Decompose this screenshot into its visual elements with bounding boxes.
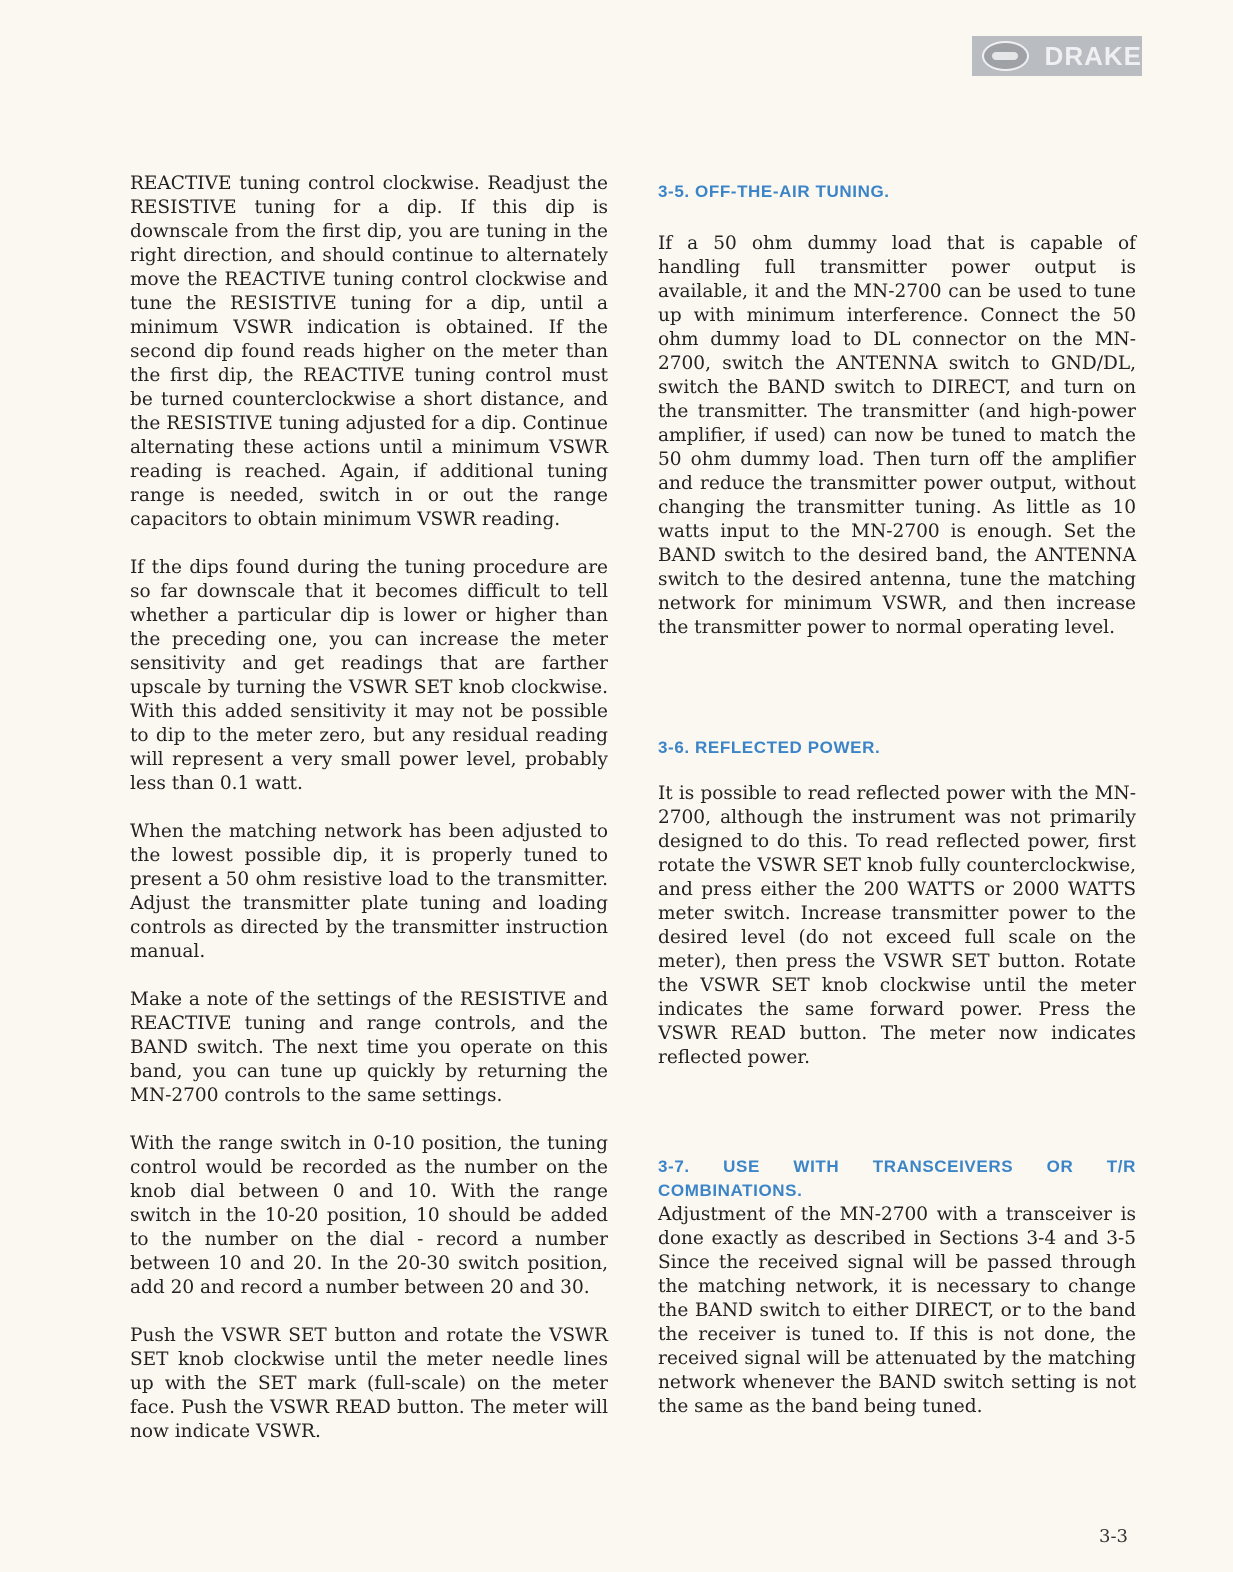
- logo-emblem-icon: [982, 41, 1029, 71]
- section-heading: 3-7. USE WITH TRANSCEIVERS OR T/R COMBINATIONS.: [658, 1157, 1136, 1200]
- section-off-the-air-tuning: [658, 180, 1136, 638]
- paragraph-range-switch: With the range switch in 0-10 position, the tuning control would be recorded as the number on the knob dial between 0 and 10. With the range switch in the 10-20 position, 10 should be added to the number on the dial - record a number between 10 and 20. In the 20-30 switch position, add 20 and record a number between 20 and 30.: [130, 1133, 608, 1298]
- logo-brand-text: DRAKE: [1044, 40, 1142, 71]
- section-body: It is possible to read reflected power with the MN-2700, although the instrument was not primarily designed to do this. To read reflected power, first rotate the VSWR SET knob fully counterclockwise, and press either the 200 WATTS or 2000 WATTS meter switch. Increase transmitter power to the desired level (do not exceed full scale on the meter), then press the VSWR SET button. Rotate the VSWR SET knob clockwise until the meter indicates the same forward power. Press the VSWR READ button. The meter now indicates reflected power.: [658, 783, 1136, 1068]
- paragraph-note-settings: Make a note of the settings of the RESISTIVE and REACTIVE tuning and range controls, and the BAND switch. The next time you operate on this band, you can tune up quickly by returning the MN-2700 controls to the same settings.: [130, 989, 608, 1106]
- paragraph-lowest-dip: When the matching network has been adjusted to the lowest possible dip, it is properly tuned to present a 50 ohm resistive load to the transmitter. Adjust the transmitter plate tuning and loading controls as directed by the transmitter instruction manual.: [130, 821, 608, 962]
- section-body: If a 50 ohm dummy load that is capable of handling full transmitter power output is available, it and the MN-2700 can be used to tune up with minimum interference. Connect the 50 ohm dummy load to DL connector on the MN-2700, switch the ANTENNA switch to GND/DL, switch the BAND switch to DIRECT, and turn on the transmitter. The transmitter (and high-power amplifier, if used) can now be tuned to match the 50 ohm dummy load. Then turn off the amplifier and reduce the transmitter power output, without changing the transmitter tuning. As little as 10 watts input to the MN-2700 is enough. Set the BAND switch to the desired band, the ANTENNA switch to the desired antenna, tune the matching network for minimum VSWR, and then increase the transmitter power to normal operating level.: [658, 233, 1136, 638]
- page-number: 3-3: [1099, 1526, 1128, 1547]
- drake-logo: [972, 36, 1142, 76]
- section-transceivers: [658, 1155, 1136, 1419]
- section-reflected-power: [658, 736, 1136, 1068]
- paragraph-reactive-tuning: REACTIVE tuning control clockwise. Readjust the RESISTIVE tuning for a dip. If this dip is downscale from the first dip, you are tuning in the right direction, and should continue to alternately move the REACTIVE tuning control clockwise and tune the RESISTIVE tuning for a dip, until a minimum VSWR indication is obtained. If the second dip found reads higher on the meter than the first dip, the REACTIVE tuning control must be turned counterclockwise a short distance, and the RESISTIVE tuning adjusted for a dip. Continue alternating these actions until a minimum VSWR reading is reached. Again, if additional tuning range is needed, switch in or out the range capacitors to obtain minimum VSWR reading.: [130, 173, 608, 530]
- left-column: [130, 172, 608, 1468]
- paragraph-vswr-set: Push the VSWR SET button and rotate the VSWR SET knob clockwise until the meter needle lines up with the SET mark (full-scale) on the meter face. Push the VSWR READ button. The meter will now indicate VSWR.: [130, 1325, 608, 1442]
- section-body: Adjustment of the MN-2700 with a transceiver is done exactly as described in Sections 3-4 and 3-5 Since the received signal will be passed through the matching network, it is necessary to change the BAND switch to either DIRECT, or to the band the receiver is tuned to. If this is not done, the received signal will be attenuated by the matching network whenever the BAND switch setting is not the same as the band being tuned.: [658, 1204, 1136, 1417]
- paragraph-meter-sensitivity: If the dips found during the tuning procedure are so far downscale that it becomes difficult to tell whether a particular dip is lower or higher than the preceding one, you can increase the meter sensitivity and get readings that are farther upscale by turning the VSWR SET knob clockwise. With this added sensitivity it may not be possible to dip to the meter zero, but any residual reading will represent a very small power level, probably less than 0.1 watt.: [130, 557, 608, 794]
- section-heading: 3-6. REFLECTED POWER.: [658, 738, 881, 757]
- section-heading: 3-5. OFF-THE-AIR TUNING.: [658, 182, 890, 201]
